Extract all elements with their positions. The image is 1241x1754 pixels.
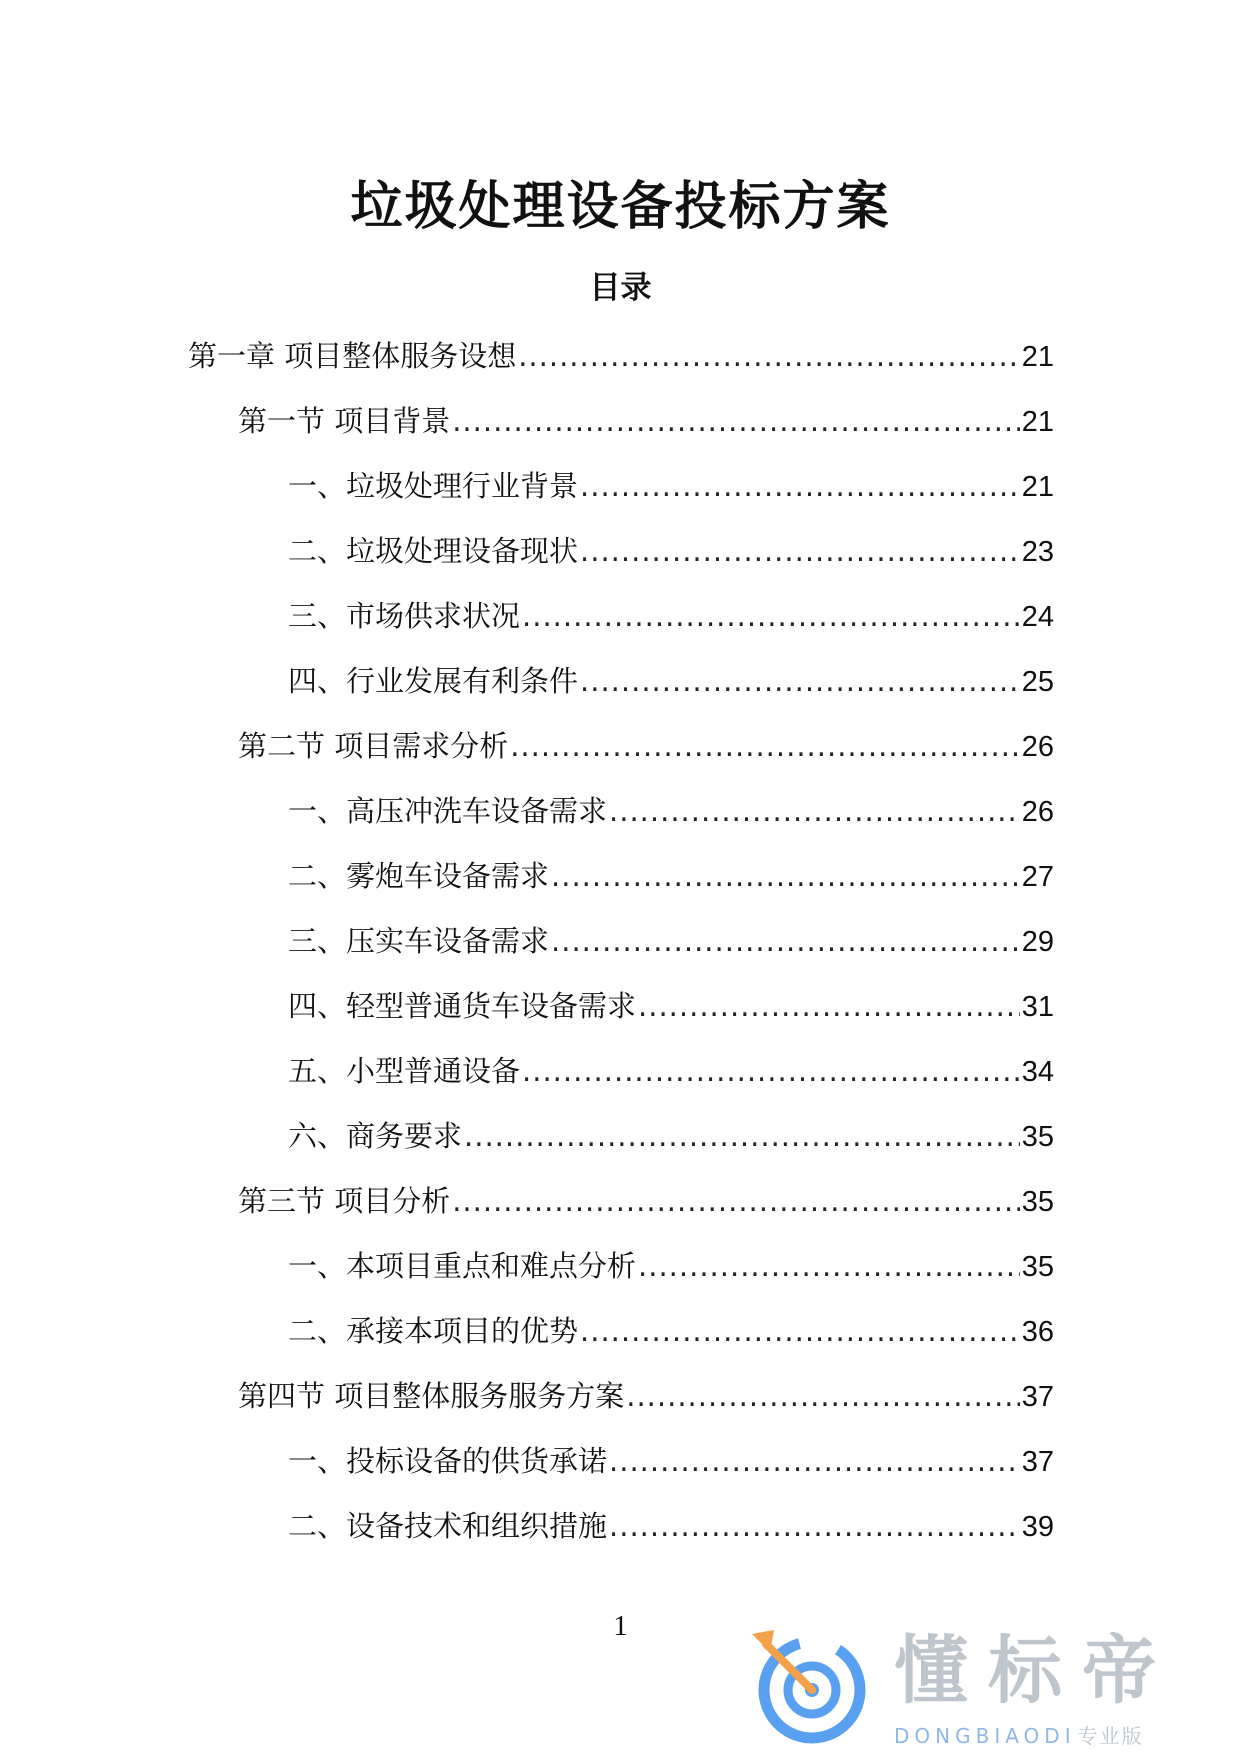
toc-entry[interactable] [0, 1301, 1241, 1366]
toc-entry-page: 21 [1021, 471, 1054, 503]
toc-dot-leader [522, 1041, 1020, 1101]
toc-entry-page: 36 [1021, 1316, 1054, 1348]
toc-entry-title: 三、压实车设备需求 [288, 924, 550, 958]
toc-entry-page: 35 [1021, 1251, 1054, 1283]
page-number: 1 [613, 1610, 628, 1642]
toc-entry-page: 37 [1021, 1446, 1054, 1478]
toc-dot-leader [452, 1171, 1020, 1231]
watermark [744, 1620, 1224, 1750]
toc-entry-title: 二、垃圾处理设备现状 [288, 534, 579, 568]
watermark-subtitle-text: DONGBIAODI [894, 1724, 1076, 1748]
toc-entry-page: 26 [1021, 731, 1054, 763]
toc-dot-leader [580, 651, 1020, 711]
toc-entry[interactable] [0, 846, 1241, 911]
toc-dot-leader [580, 1301, 1020, 1361]
toc-entry[interactable] [0, 1106, 1241, 1171]
toc-entry-page: 35 [1021, 1121, 1054, 1153]
toc-entry[interactable] [0, 1236, 1241, 1301]
toc-entry-title: 二、设备技术和组织措施 [288, 1509, 608, 1543]
toc-entry-title: 第四节 项目整体服务服务方案 [238, 1379, 625, 1413]
toc-entry-title: 五、小型普通设备 [288, 1054, 521, 1088]
toc-entry[interactable] [0, 391, 1241, 456]
toc-entry-page: 26 [1021, 796, 1054, 828]
watermark-edition: 专业版 [1077, 1724, 1144, 1748]
toc-entry-title: 四、轻型普通货车设备需求 [288, 989, 637, 1023]
toc-entry[interactable] [0, 456, 1241, 521]
toc-entry[interactable] [0, 521, 1241, 586]
toc-dot-leader [626, 1366, 1020, 1426]
toc-dot-leader [551, 911, 1020, 971]
toc-entry-page: 35 [1021, 1186, 1054, 1218]
toc-entry-title: 第三节 项目分析 [238, 1184, 451, 1218]
toc-dot-leader [580, 456, 1020, 516]
toc-entry[interactable] [0, 911, 1241, 976]
toc-entry[interactable] [0, 976, 1241, 1041]
toc-entry-page: 31 [1021, 991, 1054, 1023]
watermark-brand: 懂标帝 [894, 1628, 1176, 1714]
toc-entry-page: 29 [1021, 926, 1054, 958]
toc-entry-title: 第一节 项目背景 [238, 404, 451, 438]
toc-entry[interactable] [0, 326, 1241, 391]
toc-entry-page: 21 [1021, 406, 1054, 438]
toc-entry[interactable] [0, 1366, 1241, 1431]
toc-entry[interactable] [0, 1431, 1241, 1496]
toc-dot-leader [609, 781, 1020, 841]
toc-dot-leader [609, 1431, 1020, 1491]
toc-entry-title: 二、承接本项目的优势 [288, 1314, 579, 1348]
toc-entry-page: 34 [1021, 1056, 1054, 1088]
toc-dot-leader [518, 326, 1020, 386]
toc-entry[interactable] [0, 1041, 1241, 1106]
toc-dot-leader [464, 1106, 1020, 1166]
watermark-subtitle [894, 1724, 1144, 1748]
toc-dot-leader [452, 391, 1020, 451]
toc-entry-title: 一、高压冲洗车设备需求 [288, 794, 608, 828]
table-of-contents [0, 326, 1241, 1561]
toc-entry-page: 27 [1021, 861, 1054, 893]
toc-dot-leader [638, 976, 1020, 1036]
toc-entry-page: 24 [1021, 601, 1054, 633]
toc-dot-leader [522, 586, 1020, 646]
toc-entry[interactable] [0, 716, 1241, 781]
toc-entry-title: 二、雾炮车设备需求 [288, 859, 550, 893]
toc-entry[interactable] [0, 1496, 1241, 1561]
toc-dot-leader [510, 716, 1020, 776]
toc-entry-title: 三、市场供求状况 [288, 599, 521, 633]
toc-entry-title: 一、本项目重点和难点分析 [288, 1249, 637, 1283]
toc-entry-page: 37 [1021, 1381, 1054, 1413]
toc-entry-title: 第一章 项目整体服务设想 [188, 339, 517, 373]
target-arrow-icon [744, 1620, 874, 1750]
toc-entry-page: 39 [1021, 1511, 1054, 1543]
toc-entry-page: 23 [1021, 536, 1054, 568]
toc-dot-leader [551, 846, 1020, 906]
toc-dot-leader [580, 521, 1020, 581]
toc-dot-leader [609, 1496, 1020, 1556]
toc-entry[interactable] [0, 1171, 1241, 1236]
toc-entry-title: 四、行业发展有利条件 [288, 664, 579, 698]
toc-entry-title: 一、投标设备的供货承诺 [288, 1444, 608, 1478]
toc-entry-page: 25 [1021, 666, 1054, 698]
toc-entry[interactable] [0, 586, 1241, 651]
toc-heading: 目录 [589, 270, 652, 306]
toc-entry-title: 第二节 项目需求分析 [238, 729, 509, 763]
toc-entry[interactable] [0, 651, 1241, 716]
toc-entry-page: 21 [1021, 341, 1054, 373]
toc-entry-title: 一、垃圾处理行业背景 [288, 469, 579, 503]
toc-dot-leader [638, 1236, 1020, 1296]
toc-entry[interactable] [0, 781, 1241, 846]
toc-entry-title: 六、商务要求 [288, 1119, 463, 1153]
document-title: 垃圾处理设备投标方案 [350, 177, 891, 237]
